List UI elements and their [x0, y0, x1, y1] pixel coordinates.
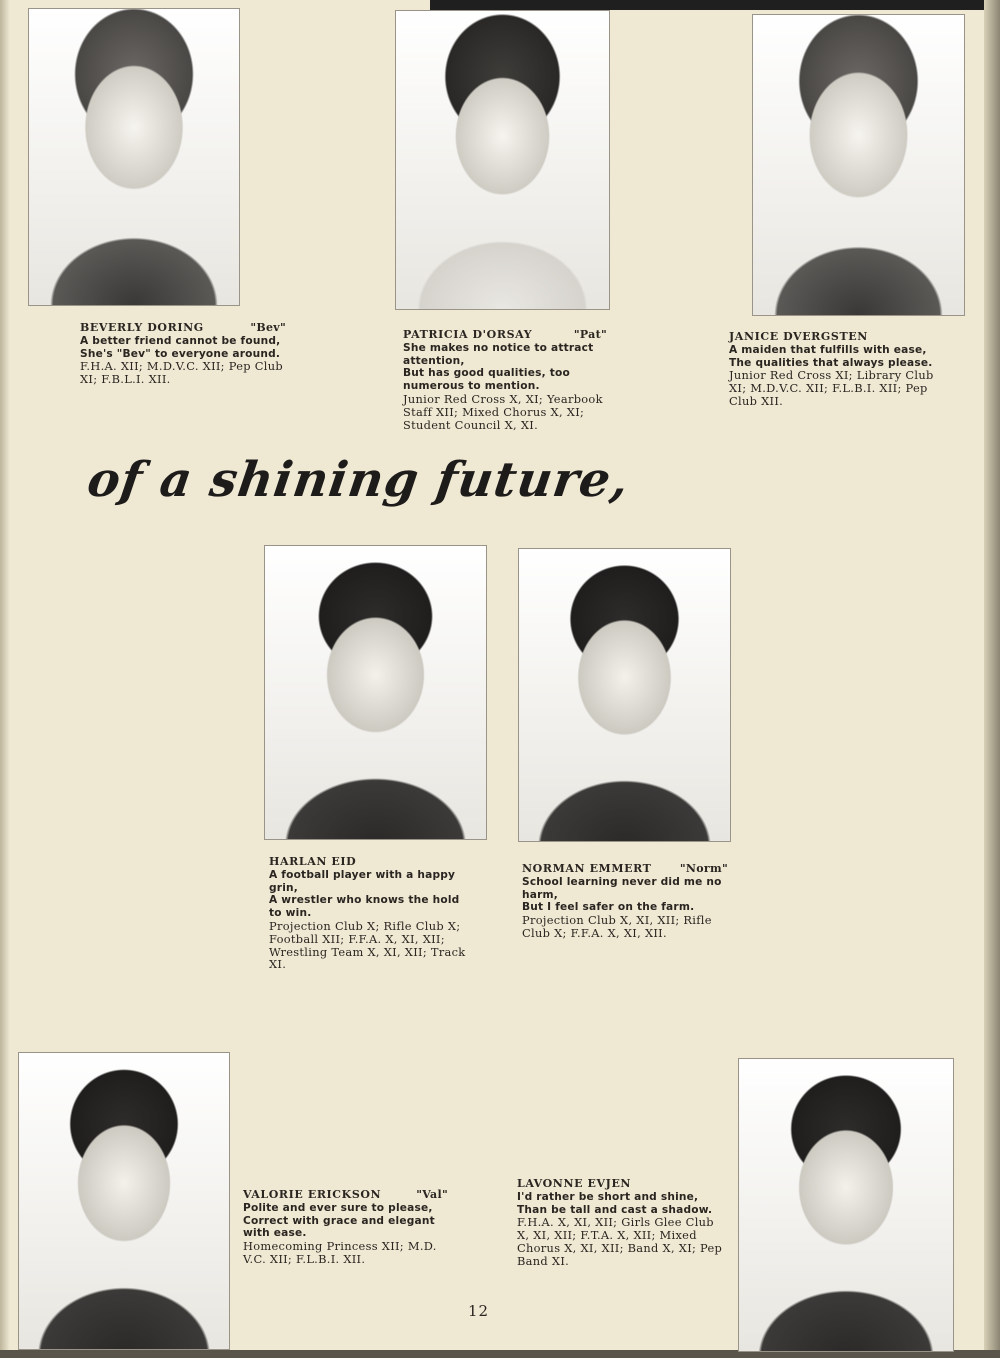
- portrait-photo-beverly-doring: [28, 8, 240, 306]
- caption-valorie-erickson: [243, 1189, 448, 1266]
- student-nickname: "Val": [416, 1188, 448, 1201]
- student-verse-line: Correct with grace and elegant with ease.: [243, 1214, 435, 1240]
- student-verse-line: She makes no notice to attract attention,: [403, 341, 594, 367]
- student-nickname: "Norm": [679, 862, 728, 875]
- student-verse-line: I'd rather be short and shine,: [517, 1190, 699, 1203]
- student-name: BEVERLY DORING: [80, 321, 204, 334]
- portrait-photo-patricia-dorsay: [395, 10, 610, 310]
- student-name: JANICE DVERGSTEN: [729, 330, 868, 343]
- portrait-photo-janice-dvergsten: [752, 14, 965, 316]
- student-activities: Projection Club X, XI, XII; Rifle Club X; F.F.A. X, XI, XII.: [522, 913, 712, 940]
- portrait-photo-norman-emmert: [518, 548, 731, 842]
- student-activities: F.H.A. X, XI, XII; Girls Glee Club X, XI, XII; F.T.A. X, XII; Mixed Chorus X, XI, XII; Band X, XI; Pep Band XI.: [517, 1215, 723, 1268]
- student-name: PATRICIA D'ORSAY: [403, 328, 533, 341]
- student-name: VALORIE ERICKSON: [243, 1188, 382, 1201]
- caption-norman-emmert: [522, 863, 728, 940]
- caption-lavonne-evjen: [517, 1178, 723, 1268]
- student-verse-line: Than be tall and cast a shadow.: [517, 1203, 713, 1216]
- caption-patricia-dorsay: [403, 329, 607, 431]
- student-name: HARLAN EID: [269, 855, 357, 868]
- student-verse-line: Polite and ever sure to please,: [243, 1201, 433, 1214]
- student-nickname: "Pat": [573, 328, 607, 341]
- student-activities: Projection Club X; Rifle Club X; Football XII; F.F.A. X, XI, XII; Wrestling Team X, XI, XII; Track XI.: [269, 918, 466, 972]
- student-activities: Junior Red Cross X, XI; Yearbook Staff XII; Mixed Chorus X, XI; Student Council X, XI.: [403, 391, 603, 432]
- student-verse-line: A football player with a happy grin,: [269, 868, 456, 894]
- student-verse-line: The qualities that always please.: [729, 356, 933, 369]
- student-activities: Homecoming Princess XII; M.D. V.C. XII; F.L.B.I. XII.: [243, 1239, 437, 1266]
- student-verse-line: A better friend cannot be found,: [80, 334, 281, 347]
- student-activities: F.H.A. XII; M.D.V.C. XII; Pep Club XI; F.B.L.I. XII.: [80, 359, 283, 387]
- student-verse-line: She's "Bev" to everyone around.: [80, 347, 281, 360]
- student-name: LAVONNE EVJEN: [517, 1177, 632, 1190]
- caption-janice-dvergsten: [729, 331, 937, 408]
- top-border: [430, 0, 1000, 10]
- student-verse-line: A wrestler who knows the hold to win.: [269, 894, 460, 920]
- student-verse-line: But I feel safer on the farm.: [522, 901, 695, 914]
- binding-edge: [0, 0, 10, 1358]
- student-verse-line: A maiden that fulfills with ease,: [729, 343, 927, 356]
- portrait-photo-valorie-erickson: [18, 1052, 230, 1350]
- portrait-photo-lavonne-evjen: [738, 1058, 954, 1352]
- section-headline: of a shining future,: [84, 452, 633, 508]
- student-verse-line: But has good qualities, too numerous to mention.: [403, 367, 570, 393]
- page-edge: [984, 0, 1000, 1358]
- student-name: NORMAN EMMERT: [522, 862, 652, 875]
- student-verse-line: School learning never did me no harm,: [522, 875, 722, 901]
- caption-harlan-eid: [269, 856, 475, 971]
- student-nickname: "Bev": [250, 321, 286, 334]
- caption-beverly-doring: [80, 322, 286, 386]
- page-number: 12: [468, 1302, 490, 1320]
- portrait-photo-harlan-eid: [264, 545, 487, 840]
- student-activities: Junior Red Cross XI; Library Club XI; M.D.V.C. XII; F.L.B.I. XII; Pep Club XII.: [729, 368, 934, 408]
